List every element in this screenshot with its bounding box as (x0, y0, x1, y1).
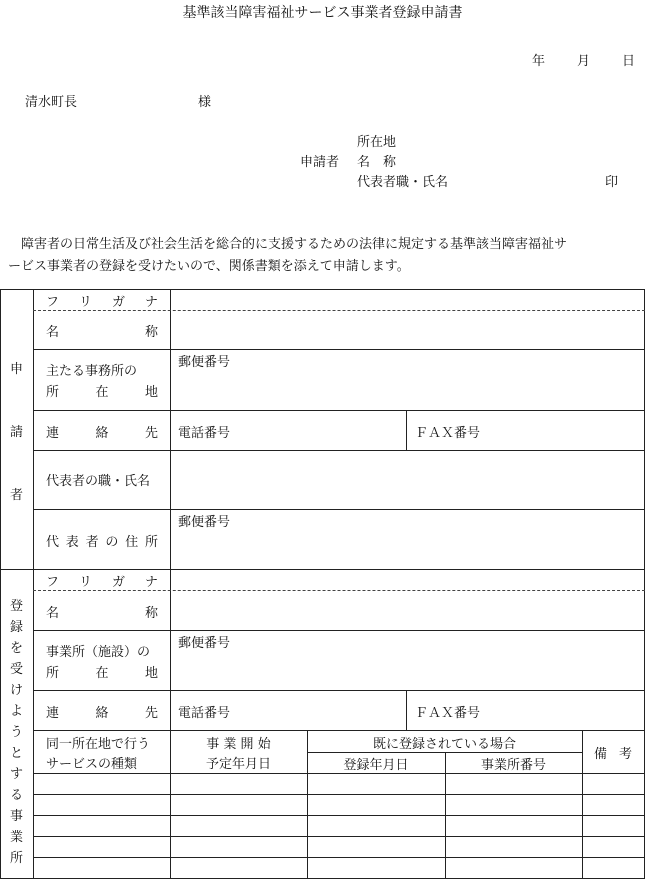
seal-mark: 印 (605, 175, 619, 190)
office-fax-label: ＦＡＸ番号 (415, 706, 481, 721)
date-month-label: 月 (577, 54, 591, 69)
phone-label: 電話番号 (178, 426, 231, 441)
start-date-label-line2: 予定年月日 (205, 757, 271, 772)
date-day-label: 日 (622, 54, 636, 69)
registration-date-label: 登録年月日 (343, 758, 409, 773)
office-address-label-line2: 所 在 地 (46, 385, 158, 400)
rep-postal-code-label: 郵便番号 (178, 515, 231, 530)
applicant-rep-label: 代表者職・氏名 (357, 175, 449, 190)
service-type-label-line1: 同一所在地で行う (46, 737, 151, 752)
office-number-label: 事業所番号 (480, 758, 546, 773)
name-label: 名 称 (46, 325, 158, 340)
service-type-label-line2: サービスの種類 (46, 757, 138, 772)
registration-office-section-label: 登 録 を 受 け よ う と す る 事 業 所 (9, 599, 23, 866)
body-text-line2: ービス事業者の登録を受けたいので、関係書類を添えて申請します。 (8, 259, 410, 274)
body-text-line1: 障害者の日常生活及び社会生活を総合的に支援するための法律に規定する基準該当障害福祉サ (8, 237, 568, 252)
start-date-label-line1: 事 業 開 始 (206, 737, 271, 752)
office-furigana-label: フ リ ガ ナ (46, 575, 158, 590)
office-phone-label: 電話番号 (178, 706, 231, 721)
honorific: 様 (198, 95, 212, 110)
applicant-address-label: 所在地 (357, 135, 397, 150)
office-address-label-line1: 主たる事務所の (46, 364, 138, 379)
furigana-label: フ リ ガ ナ (46, 295, 158, 310)
document-title: 基準該当障害福祉サービス事業者登録申請書 (182, 5, 463, 21)
office-contact-label: 連 絡 先 (46, 706, 158, 721)
facility-postal-code-label: 郵便番号 (178, 636, 231, 651)
already-registered-header: 既に登録されている場合 (372, 737, 516, 752)
applicant-section-label-2: 請 (9, 425, 23, 440)
rep-address-label: 代 表 者 の 住 所 (46, 535, 158, 550)
facility-address-label-line2: 所 在 地 (46, 666, 158, 681)
date-year-label: 年 (532, 54, 546, 69)
fax-label: ＦＡＸ番号 (415, 426, 481, 441)
addressee: 清水町長 (25, 95, 78, 110)
applicant-name-label: 名 称 (357, 155, 397, 170)
applicant-section-label-1: 申 (9, 362, 23, 377)
office-name-label: 名 称 (46, 606, 158, 621)
remarks-label: 備 考 (594, 747, 632, 762)
applicant-section-label-3: 者 (9, 488, 23, 503)
contact-label: 連 絡 先 (46, 426, 158, 441)
rep-name-label: 代表者の職・氏名 (46, 474, 151, 489)
applicant-label: 申請者 (300, 155, 340, 170)
office-postal-code-label: 郵便番号 (178, 355, 231, 370)
facility-address-label-line1: 事業所（施設）の (46, 645, 151, 660)
